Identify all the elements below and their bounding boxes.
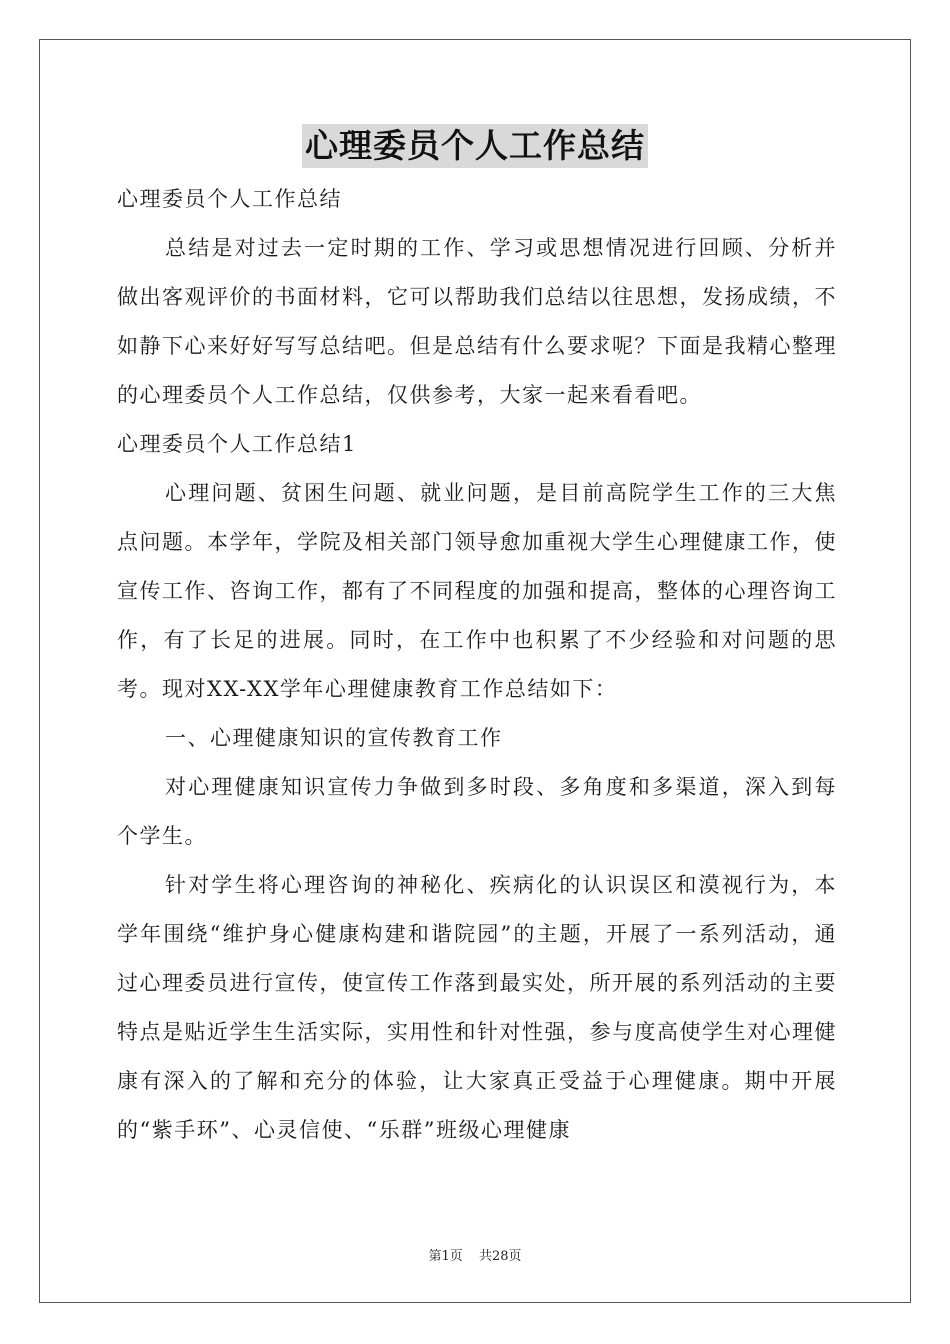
document-body	[117, 175, 837, 1155]
paragraph-overview: 心理问题、贫困生问题、就业问题，是目前高院学生工作的三大焦点问题。本学年，学院及相关部门领导愈加重视大学生心理健康工作，使宣传工作、咨询工作，都有了不同程度的加强和提高，整体的心理咨询工作，有了长足的进展。同时，在工作中也积累了不少经验和对问题的思考。现对XX-XX学年心理健康教育工作总结如下：	[117, 481, 837, 701]
page-total: 共28页	[478, 1249, 522, 1264]
title-container	[0, 124, 950, 168]
document-title: 心理委员个人工作总结	[302, 124, 648, 168]
page-footer	[0, 1245, 950, 1264]
paragraph-intro: 总结是对过去一定时期的工作、学习或思想情况进行回顾、分析并做出客观评价的书面材料，它可以帮助我们总结以往思想，发扬成绩，不如静下心来好好写写总结吧。但是总结有什么要求呢？下面是我精心整理的心理委员个人工作总结，仅供参考，大家一起来看看吧。	[117, 236, 837, 407]
section-heading-1: 心理委员个人工作总结1	[117, 432, 357, 456]
subsection-heading: 一、心理健康知识的宣传教育工作	[165, 726, 503, 750]
paragraph-publicity: 对心理健康知识宣传力争做到多时段、多角度和多渠道，深入到每个学生。	[117, 775, 837, 848]
paragraph-activities: 针对学生将心理咨询的神秘化、疾病化的认识误区和漠视行为，本学年围绕“维护身心健康构建和谐院园”的主题，开展了一系列活动，通过心理委员进行宣传，使宣传工作落到最实处，所开展的系列活动的主要特点是贴近学生生活实际，实用性和针对性强，参与度高使学生对心理健康有深入的了解和充分的体验，让大家真正受益于心理健康。期中开展的“紫手环”、心灵信使、“乐群”班级心理健康	[117, 873, 837, 1142]
page-number: 第1页	[428, 1249, 463, 1264]
paragraph-subtitle: 心理委员个人工作总结	[117, 187, 342, 211]
